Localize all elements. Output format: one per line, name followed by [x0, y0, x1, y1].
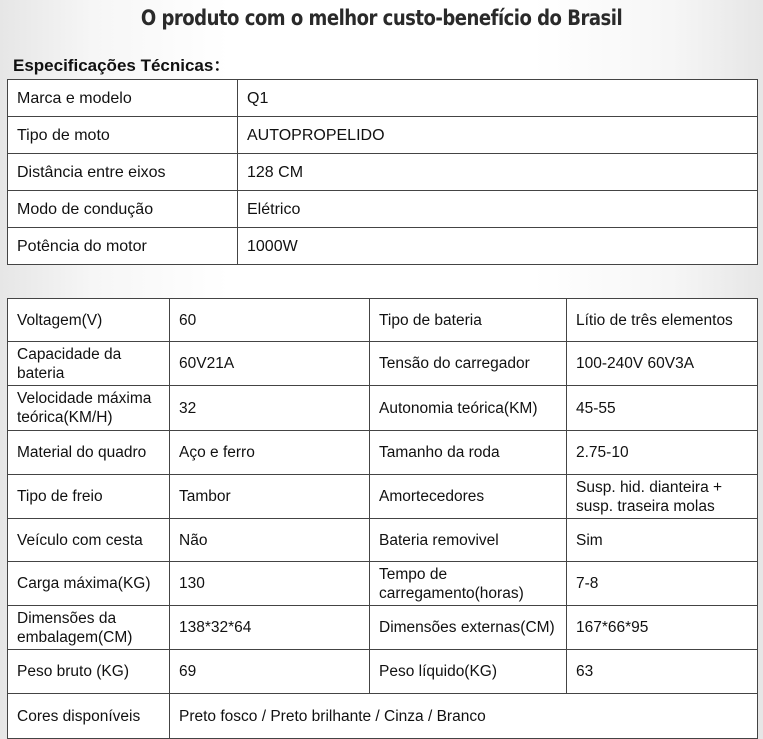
table-row	[8, 228, 758, 265]
spec-label: Peso líquido(KG)	[370, 650, 567, 694]
spec-value: 7-8	[567, 562, 758, 606]
spec-value: Sim	[567, 519, 758, 562]
spec-label: Distância entre eixos	[8, 154, 238, 191]
detail-specs-table	[7, 298, 758, 739]
table-row	[8, 342, 758, 386]
table-row	[8, 606, 758, 650]
spec-label: Carga máxima(KG)	[8, 562, 170, 606]
spec-label: Tipo de freio	[8, 475, 170, 519]
spec-label: Tensão do carregador	[370, 342, 567, 386]
spec-value: 128 CM	[238, 154, 758, 191]
spec-label: Potência do motor	[8, 228, 238, 265]
spec-value: 60	[170, 299, 370, 342]
spec-label: Tipo de bateria	[370, 299, 567, 342]
spec-label: Material do quadro	[8, 431, 170, 475]
spec-value: 2.75-10	[567, 431, 758, 475]
spec-label: Velocidade máxima teórica(KM/H)	[8, 386, 170, 431]
spec-label: Veículo com cesta	[8, 519, 170, 562]
colors-value: Preto fosco / Preto brilhante / Cinza / Branco	[170, 694, 758, 739]
colors-label: Cores disponíveis	[8, 694, 170, 739]
spec-value: 167*66*95	[567, 606, 758, 650]
spec-label: Dimensões externas(CM)	[370, 606, 567, 650]
spec-value: Não	[170, 519, 370, 562]
table-row	[8, 475, 758, 519]
spec-value: 1000W	[238, 228, 758, 265]
spec-label: Marca e modelo	[8, 80, 238, 117]
spec-label: Tamanho da roda	[370, 431, 567, 475]
table-row	[8, 431, 758, 475]
spec-value: 130	[170, 562, 370, 606]
spec-label: Autonomia teórica(KM)	[370, 386, 567, 431]
table-row	[8, 562, 758, 606]
spec-label: Bateria removivel	[370, 519, 567, 562]
spec-label: Capacidade da bateria	[8, 342, 170, 386]
spec-label: Tempo de carregamento(horas)	[370, 562, 567, 606]
table-row	[8, 154, 758, 191]
table-row	[8, 80, 758, 117]
spec-value: AUTOPROPELIDO	[238, 117, 758, 154]
spec-value: Susp. hid. dianteira + susp. traseira molas	[567, 475, 758, 519]
basic-specs-table	[7, 79, 758, 265]
table-row	[8, 694, 758, 739]
spec-value: 32	[170, 386, 370, 431]
table-row	[8, 519, 758, 562]
table-row	[8, 191, 758, 228]
spec-label: Amortecedores	[370, 475, 567, 519]
table-row	[8, 650, 758, 694]
spec-label: Tipo de moto	[8, 117, 238, 154]
section-title: Especificações Técnicas：	[13, 56, 231, 75]
table-row	[8, 117, 758, 154]
spec-label: Voltagem(V)	[8, 299, 170, 342]
spec-value: Elétrico	[238, 191, 758, 228]
spec-label: Peso bruto (KG)	[8, 650, 170, 694]
spec-value: 63	[567, 650, 758, 694]
spec-label: Modo de condução	[8, 191, 238, 228]
spec-value: Lítio de três elementos	[567, 299, 758, 342]
table-row	[8, 386, 758, 431]
table-row	[8, 299, 758, 342]
spec-value: 138*32*64	[170, 606, 370, 650]
spec-value: 100-240V 60V3A	[567, 342, 758, 386]
page-headline: O produto com o melhor custo-benefício do Brasil	[140, 6, 623, 30]
spec-value: 60V21A	[170, 342, 370, 386]
spec-value: Tambor	[170, 475, 370, 519]
spec-value: Aço e ferro	[170, 431, 370, 475]
spec-value: 45-55	[567, 386, 758, 431]
spec-label: Dimensões da embalagem(CM)	[8, 606, 170, 650]
spec-value: 69	[170, 650, 370, 694]
spec-value: Q1	[238, 80, 758, 117]
